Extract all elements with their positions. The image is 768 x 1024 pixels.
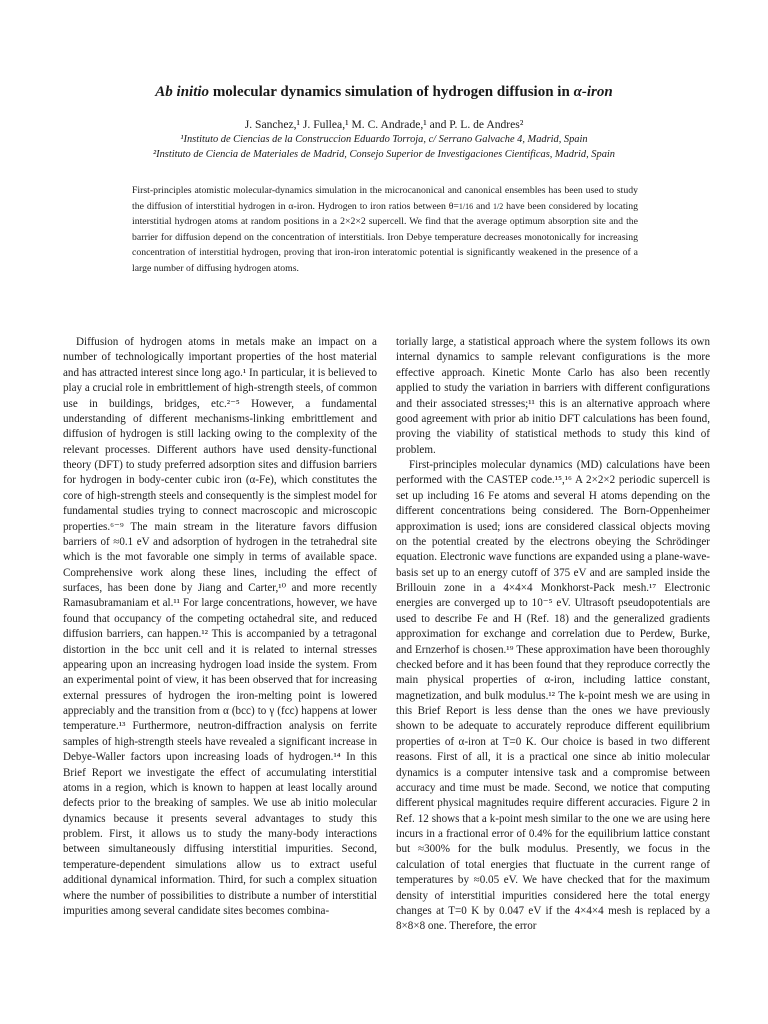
abstract-connector: and (473, 200, 494, 212)
abstract-part-1: First-principles atomistic molecular-dynamics simulation in the microcanonical and canonical ensembles has been used to study the diffusion of interstitial hydrogen in α-iron. Hydrogen to iron ratios between θ= (132, 185, 638, 212)
fraction-one-half: 1/2 (493, 201, 504, 211)
fraction-one-sixteenth: 1/16 (458, 201, 474, 211)
abstract (132, 183, 638, 277)
title-text: molecular dynamics simulation of hydrogen diffusion in (209, 84, 574, 100)
title-italic: Ab initio (155, 84, 210, 100)
abstract-part-2: have been considered by locating interstitial hydrogen atoms at random positions in a 2×2×2 supercell. We find that the average optimum absorption site and the barrier for diffusion depend on the concentration of interstitials. Iron Debye temperature decreases monotonically for increasing concentration of interstitial hydrogen, proving that iron-iron interatomic potential is significantly weakened in the presence of a large number of diffusing hydrogen atoms. (132, 200, 638, 274)
affiliation-2: ²Instituto de Ciencia de Materiales de Madrid, Consejo Superior de Investigaciones Cientificas, Madrid, Spain (153, 149, 615, 160)
right-column (396, 335, 710, 935)
left-column (63, 335, 377, 919)
affiliation-1: ¹Instituto de Ciencias de la Construccion Eduardo Torroja, c/ Serrano Galvache 4, Madrid, Spain (180, 134, 588, 145)
title-symbol: α-iron (573, 84, 613, 100)
right-paragraph-2: First-principles molecular dynamics (MD) calculations have been performed with the CASTEP code.¹⁵,¹⁶ A 2×2×2 periodic supercell is set up including 16 Fe atoms and several H atoms depending on the different concentrations being considered. The Born-Oppenheimer approximation is used; ions are considered classical objects moving on the potential created by the electrons obeying the Schrödinger equation. Electronic wave functions are expanded using a plane-wave-basis set up to an energy cutoff of 375 eV and are sampled inside the Brillouin zone in a 4×4×4 Monkhorst-Pack mesh.¹⁷ Electronic energies are converged up to 10⁻⁵ eV. Ultrasoft pseudopotentials are used to describe Fe and H (Ref. 18) and the generalized gradients approximation for exchange and correlation due to Perdew, Burke, and Ernzerhof is chosen.¹⁹ These approximation have been thoroughly checked before and it has been found that they reproduce correctly the main physical properties of α-iron, including lattice constant, magnetization, and bulk modulus.¹² The k-point mesh we are using in this Brief Report is less dense than the ones we have previously shown to be adequate to accurately reproduce different equilibrium properties of α-iron at T=0 K. Our choice is based in two different reasons. First of all, it is a practical one since ab initio molecular dynamics is a computer intensive task and a compromise between accuracy and time must be made. Second, we notice that computing different physical magnitudes require different accuracies. Figure 2 in Ref. 12 shows that a k-point mesh similar to the one we are using here incurs in a fractional error of 0.4% for the equilibrium lattice constant but ≈300% for the bulk modulus. Presently, we focus in the calculation of total energies that fluctuate in the current range of temperatures by ≈0.05 eV. We have checked that for the maximum density of interstitial impurities considered here the total energy changes at T=0 K by 0.047 eV if the 4×4×4 mesh is replaced by a 8×8×8 one. Therefore, the error (396, 459, 710, 933)
left-paragraph-1: Diffusion of hydrogen atoms in metals make an impact on a number of technologically important properties of the host material and has attracted interest since long ago.¹ In particular, it is believed to play a crucial role in embrittlement of high-strength steels, of common use in buildings, bridges, etc.²⁻⁵ However, a fundamental understanding of different mechanisms-linking embrittlement and diffusion of hydrogen is still lacking owing to the complexity of the relevant processes. Different authors have used density-functional theory (DFT) to study preferred adsorption sites and diffusion barriers for hydrogen in body-center cubic iron (α-Fe), which constitutes the core of high-strength steels and consequently is the simplest model for fundamental studies trying to connect macroscopic and microscopic properties.⁶⁻⁹ The main stream in the literature favors diffusion barriers of ≈0.1 eV and adsorption of hydrogen in the tetrahedral site which is the mot favorable one simply in terms of available space. Comprehensive work along these lines, including the effect of surfaces, has been done by Jiang and Carter,¹⁰ and more recently Ramasubramaniam et al.¹¹ For large concentrations, however, we have found that occupancy of the competing octahedral site, and reduced diffusion barriers, can happen.¹² This is accompanied by a tetragonal distortion in the bcc unit cell and it is related to internal stresses appearing upon an increasing hydrogen load inside the system. From an experimental point of view, it has been observed that for increasing external pressures of hydrogen the iron-melting point is lowered appreciably and the transition from α (bcc) to γ (fcc) happens at lower temperature.¹³ Furthermore, neutron-diffraction analysis on ferrite samples of high-strength steels have revealed a significant increase in Debye-Waller factors upon increasing loads of hydrogen.¹⁴ In this Brief Report we investigate the effect of accumulating interstitial atoms in a region, which is known to happen at least locally around defects prior to the breaking of samples. We use ab initio molecular dynamics because it presents several advantages to study this problem. First, it allows us to study the many-body interactions between simultaneously diffusing interstitial impurities. Second, temperature-dependent simulations allow us to extract useful additional dynamical information. Third, for such a complex situation where the number of possibilities to distribute a number of interstitial impurities among several candidate sites becomes combina- (63, 336, 377, 917)
paper-title (0, 84, 768, 101)
right-paragraph-1: torially large, a statistical approach where the system follows its own internal dynamics to sample relevant configurations is the more effective approach. Kinetic Monte Carlo has also been recently applied to study the variation in barriers with different configurations and their associated stresses;¹¹ this is an alternative approach where good agreement with prior ab initio DFT calculations has been found, proving the viability of statistical methods to study this kind of problem. (396, 336, 710, 456)
author-list: J. Sanchez,¹ J. Fullea,¹ M. C. Andrade,¹ and P. L. de Andres² (244, 118, 524, 131)
